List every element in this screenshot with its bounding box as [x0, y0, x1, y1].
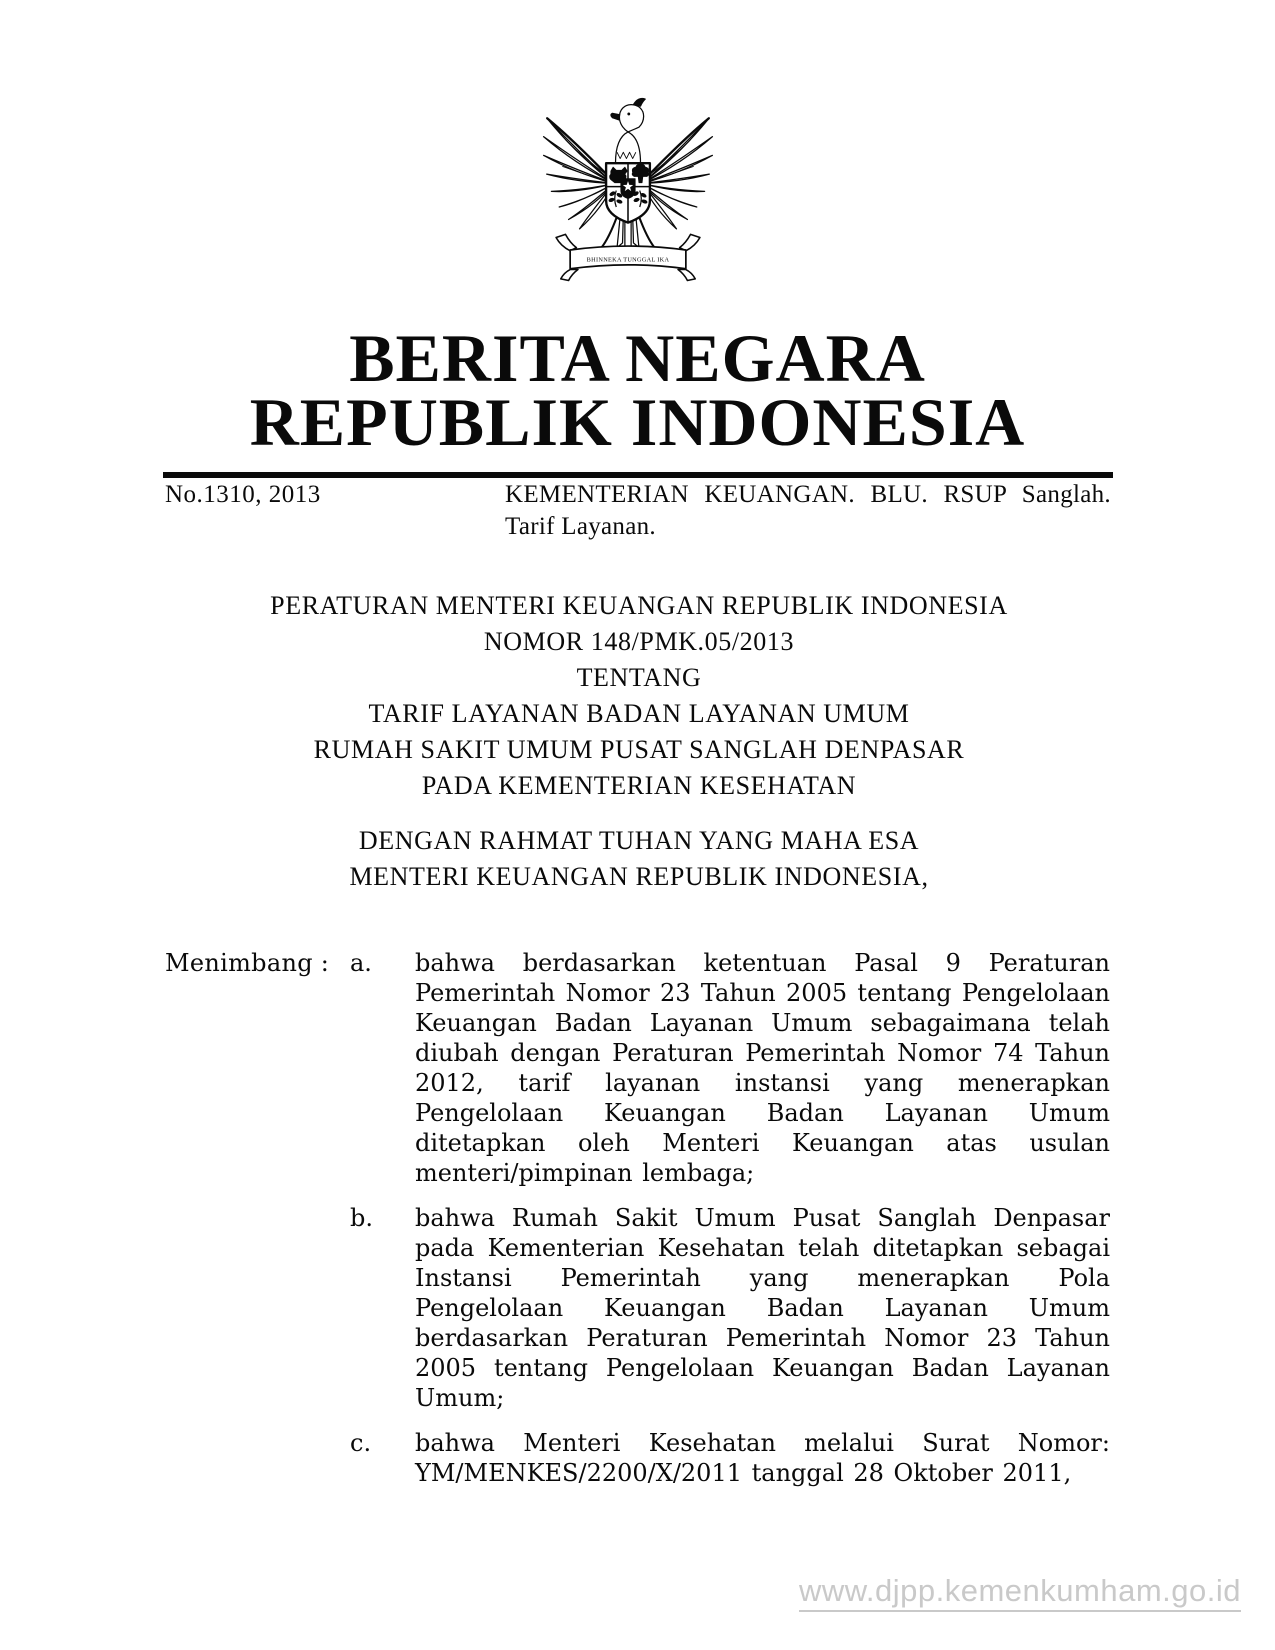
consideration-text-c: bahwa Menteri Kesehatan melalui Surat Nomor: YM/MENKES/2200/X/2011 tanggal 28 Oktober 2011, [415, 1429, 1110, 1487]
emblem-motto-text: BHINNEKA TUNGGAL IKA [586, 256, 670, 264]
regulation-heading-line6: PADA KEMENTERIAN KESEHATAN [421, 771, 857, 800]
regulation-heading-line2: NOMOR 148/PMK.05/2013 [483, 627, 795, 656]
watermark-url: www.djpp.kemenkumham.go.id [799, 1573, 1241, 1612]
official-line: MENTERI KEUANGAN REPUBLIK INDONESIA, [349, 862, 929, 891]
gazette-subject: KEMENTERIAN KEUANGAN. BLU. RSUP Sanglah. Tarif Layanan. [505, 481, 1111, 540]
garuda-pancasila-icon [542, 90, 714, 288]
masthead-title-line2: REPUBLIK INDONESIA [249, 384, 1026, 460]
consideration-item-a [350, 948, 1110, 1188]
gazette-number: No.1310, 2013 [165, 481, 321, 508]
consideration-text-a: bahwa berdasarkan ketentuan Pasal 9 Peraturan Pemerintah Nomor 23 Tahun 2005 tentang Pengelolaan Keuangan Badan Layanan Umum sebagaimana telah diubah dengan Peraturan Pemerintah Nomor 74 Tahun 2012, tarif layanan instansi yang menerapkan Pengelolaan Keuangan Badan Layanan Umum ditetapkan oleh Menteri Keuangan atas usulan menteri/pimpinan lembaga; [415, 949, 1110, 1187]
consideration-item-c [350, 1428, 1110, 1488]
masthead-divider [163, 472, 1113, 478]
regulation-heading-line1: PERATURAN MENTERI KEUANGAN REPUBLIK INDONESIA [270, 591, 1008, 620]
regulation-heading-line4: TARIF LAYANAN BADAN LAYANAN UMUM [368, 699, 910, 728]
regulation-heading-line3: TENTANG [576, 663, 702, 692]
consideration-item-b [350, 1203, 1110, 1413]
regulation-heading-block [165, 588, 1113, 895]
invocation-line: DENGAN RAHMAT TUHAN YANG MAHA ESA [358, 826, 920, 855]
consideration-litera-a: a. [350, 949, 372, 977]
consideration-text-b: bahwa Rumah Sakit Umum Pusat Sanglah Denpasar pada Kementerian Kesehatan telah ditetapkan sebagai Instansi Pemerintah yang menerapkan Pola Pengelolaan Keuangan Badan Layanan Umum berdasarkan Peraturan Pemerintah Nomor 23 Tahun 2005 tentang Pengelolaan Keuangan Badan Layanan Umum; [415, 1204, 1110, 1412]
consideration-litera-b: b. [350, 1204, 373, 1232]
considerations-section [165, 948, 1113, 1488]
masthead [0, 320, 1275, 460]
consideration-litera-c: c. [350, 1429, 372, 1457]
regulation-heading-line5: RUMAH SAKIT UMUM PUSAT SANGLAH DENPASAR [313, 735, 965, 764]
garuda-pancasila-emblem [542, 90, 714, 288]
considerations-label: Menimbang : [165, 949, 330, 977]
masthead-title-line1: BERITA NEGARA [349, 320, 926, 396]
